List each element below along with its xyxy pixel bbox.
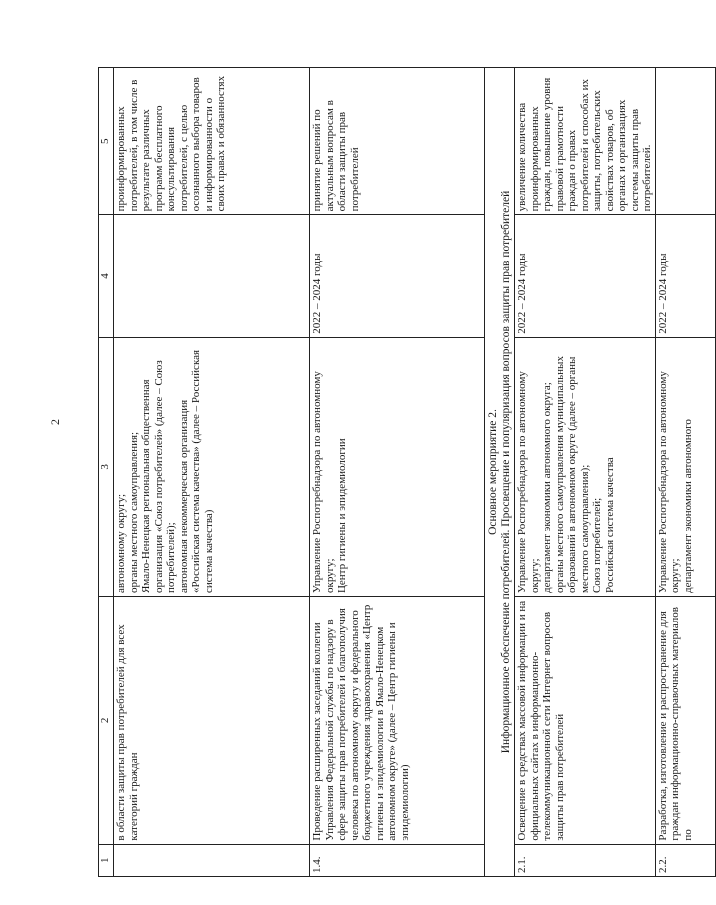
section-heading xyxy=(485,68,515,877)
table-header-row xyxy=(99,68,114,877)
executor-cell: Управление Роспотребнадзора по автономному округу; департамент экономики автономного xyxy=(655,337,715,596)
measure-name-cell: Разработка, изготовление и распространение для граждан информационно-справочных материалов по xyxy=(655,597,715,845)
section-row xyxy=(485,68,515,877)
measure-name-cell: Проведение расширенных заседаний коллегии Управления Федеральной службы по надзору в сфере защиты прав потребителей и благополучия человека по автономному округу и федерального бюджетного учреждения здравоохранения «Центр гигиены и эпидемиологии в Ямало-Ненецком автономном округе» (далее – Центр гигиены и эпидемиологии) xyxy=(310,597,485,845)
header-col-5: 5 xyxy=(99,68,114,215)
header-col-3: 3 xyxy=(99,337,114,596)
header-col-1: 1 xyxy=(99,844,114,876)
section-title: Основное мероприятие 2. xyxy=(487,409,499,535)
period-cell: 2022 – 2024 годы xyxy=(515,215,656,337)
executor-cell: автономному округу; органы местного самоуправления; Ямало-Ненецкая региональная общественная организация «Союз потребителей» (далее – Союз потребителей); автономная некоммерческая организация «Российская система качества» (далее – Российская система качества) xyxy=(114,337,310,596)
executor-cell: Управление Роспотребнадзора по автономному округу; Центр гигиены и эпидемиологии xyxy=(310,337,485,596)
period-cell: 2022 – 2024 годы xyxy=(655,215,715,337)
result-cell: принятие решений по актуальным вопросам в области защиты прав потребителей xyxy=(310,68,485,215)
period-cell xyxy=(114,215,310,337)
executor-cell: Управление Роспотребнадзора по автономному округу; департамент экономики автономного округа; органы местного самоуправления муниципальных образований в автономном округе (далее – органы местного самоуправления); Союз потребителей; Российская система качества xyxy=(515,337,656,596)
measures-table xyxy=(98,67,716,877)
rotated-table-container xyxy=(98,67,694,877)
row-number: 2.2. xyxy=(655,844,715,876)
page-number: 2 xyxy=(48,419,62,425)
result-cell: увеличение количества проинформированных граждан, повышение уровня правовой грамотности граждан о правах потребителей и способах их защиты, потребительских свойствах товаров, об органах и организациях системы защиты прав потребителей. xyxy=(515,68,656,215)
table-row xyxy=(655,68,715,877)
table-row xyxy=(310,68,485,877)
result-cell xyxy=(655,68,715,215)
table-row xyxy=(114,68,310,877)
result-cell: проинформированных потребителей, в том числе в результате различных программ бесплатного консультирования потребителей, с целью осознанного выбора товаров и информированности о своих правах и обязанностях xyxy=(114,68,310,215)
row-number: 2.1. xyxy=(515,844,656,876)
row-number: 1.4. xyxy=(310,844,485,876)
header-col-2: 2 xyxy=(99,597,114,845)
measure-name-cell: Освещение в средствах массовой информации и на официальных сайтах в информационно-телекоммуникационной сети Интернет вопросов защиты прав потребителей xyxy=(515,597,656,845)
table-row xyxy=(515,68,656,877)
measure-name-cell: в области защиты прав потребителей для всех категорий граждан xyxy=(114,597,310,845)
header-col-4: 4 xyxy=(99,215,114,337)
row-number xyxy=(114,844,310,876)
period-cell: 2022 – 2024 годы xyxy=(310,215,485,337)
section-subtitle: Информационное обеспечение потребителей. Просвещение и популяризация вопросов защиты прав потребителей xyxy=(499,190,512,754)
